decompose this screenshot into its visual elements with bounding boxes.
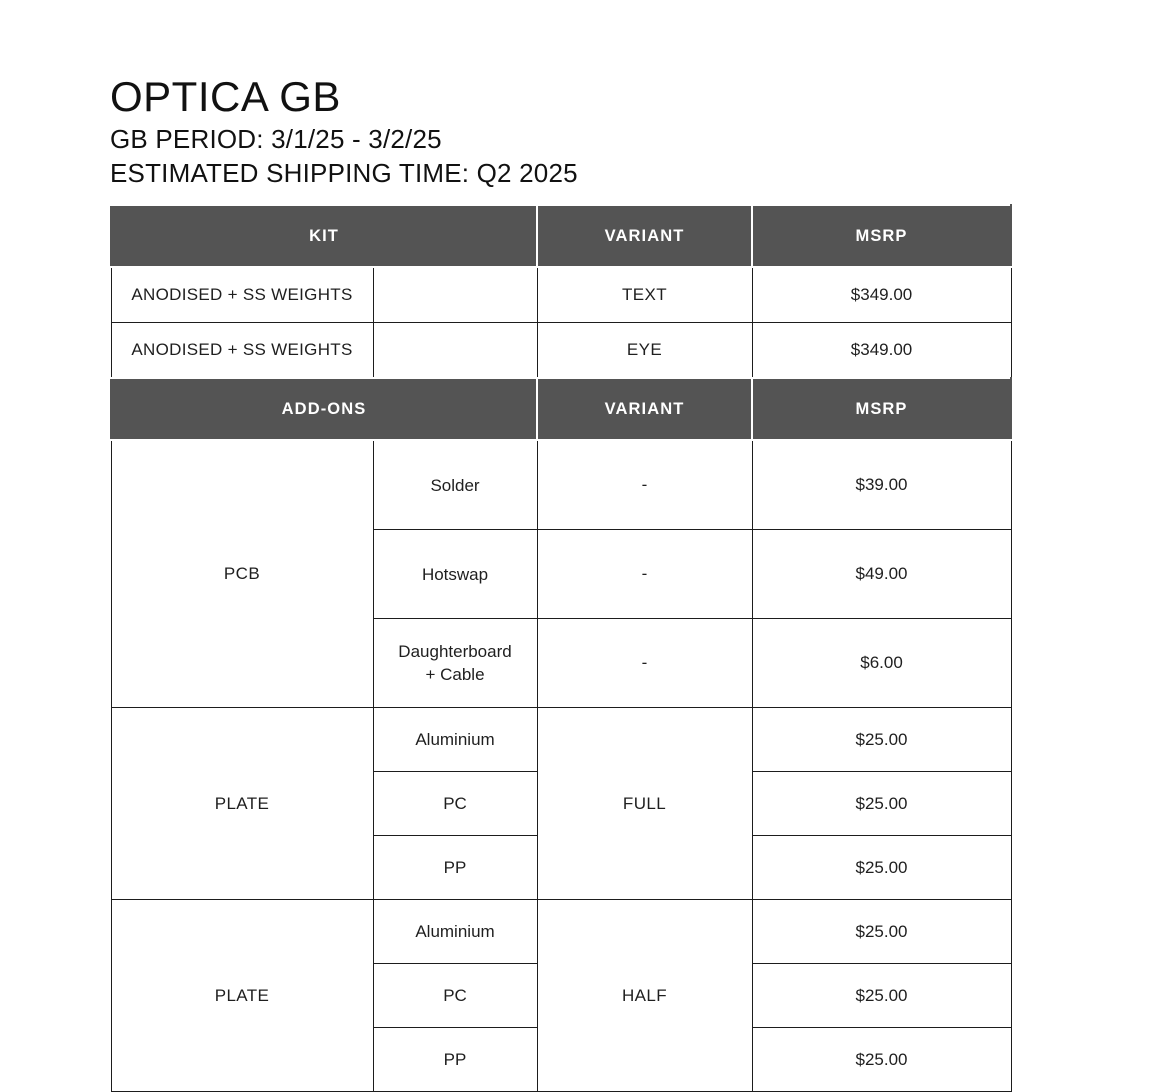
addon-msrp-cell: $49.00: [752, 530, 1011, 619]
addon-option-name: Daughterboard + Cable: [373, 619, 537, 708]
addon-variant-cell: HALF: [537, 900, 752, 1092]
kit-blank-cell: [373, 323, 537, 379]
column-header-variant: VARIANT: [537, 205, 752, 267]
addon-msrp-cell: $25.00: [752, 900, 1011, 964]
addon-msrp-cell: $39.00: [752, 440, 1011, 530]
column-header-addons: ADD-ONS: [111, 378, 537, 440]
addon-msrp-cell: $25.00: [752, 1028, 1011, 1092]
kit-variant-cell: EYE: [537, 323, 752, 379]
addon-msrp-cell: $6.00: [752, 619, 1011, 708]
kit-name-cell: ANODISED + SS WEIGHTS: [111, 267, 373, 323]
column-header-kit: KIT: [111, 205, 537, 267]
page-title: OPTICA GB: [110, 73, 341, 120]
addon-option-name: PP: [373, 836, 537, 900]
addon-option-name: PC: [373, 772, 537, 836]
addon-option-name: Solder: [373, 440, 537, 530]
table-row: [111, 708, 1011, 772]
addon-variant-cell: -: [537, 530, 752, 619]
kit-variant-cell: TEXT: [537, 267, 752, 323]
addon-option-name: PP: [373, 1028, 537, 1092]
addon-group-name: PCB: [111, 440, 373, 708]
kit-msrp-cell: $349.00: [752, 267, 1011, 323]
addons-header-row: [111, 378, 1011, 440]
addon-msrp-cell: $25.00: [752, 836, 1011, 900]
addon-option-name: PC: [373, 964, 537, 1028]
addon-msrp-cell: $25.00: [752, 964, 1011, 1028]
addon-option-name: Aluminium: [373, 708, 537, 772]
table-row: [111, 900, 1011, 964]
heading-block: [110, 72, 1030, 190]
column-header-msrp-addons: MSRP: [752, 378, 1011, 440]
pricing-table: [110, 204, 1012, 1092]
kit-header-row: [111, 205, 1011, 267]
column-header-msrp: MSRP: [752, 205, 1011, 267]
table-row: [111, 440, 1011, 530]
gb-period-line: GB PERIOD: 3/1/25 - 3/2/25: [110, 124, 442, 154]
column-header-variant-addons: VARIANT: [537, 378, 752, 440]
table-row: [111, 267, 1011, 323]
table-row: [111, 323, 1011, 379]
addon-variant-cell: FULL: [537, 708, 752, 900]
addon-option-name: Hotswap: [373, 530, 537, 619]
addon-msrp-cell: $25.00: [752, 708, 1011, 772]
kit-msrp-cell: $349.00: [752, 323, 1011, 379]
addon-group-name: PLATE: [111, 708, 373, 900]
kit-blank-cell: [373, 267, 537, 323]
kit-name-cell: ANODISED + SS WEIGHTS: [111, 323, 373, 379]
addon-msrp-cell: $25.00: [752, 772, 1011, 836]
shipping-time-line: ESTIMATED SHIPPING TIME: Q2 2025: [110, 158, 578, 188]
addon-variant-cell: -: [537, 619, 752, 708]
addon-variant-cell: -: [537, 440, 752, 530]
addon-group-name: PLATE: [111, 900, 373, 1092]
addon-option-name: Aluminium: [373, 900, 537, 964]
